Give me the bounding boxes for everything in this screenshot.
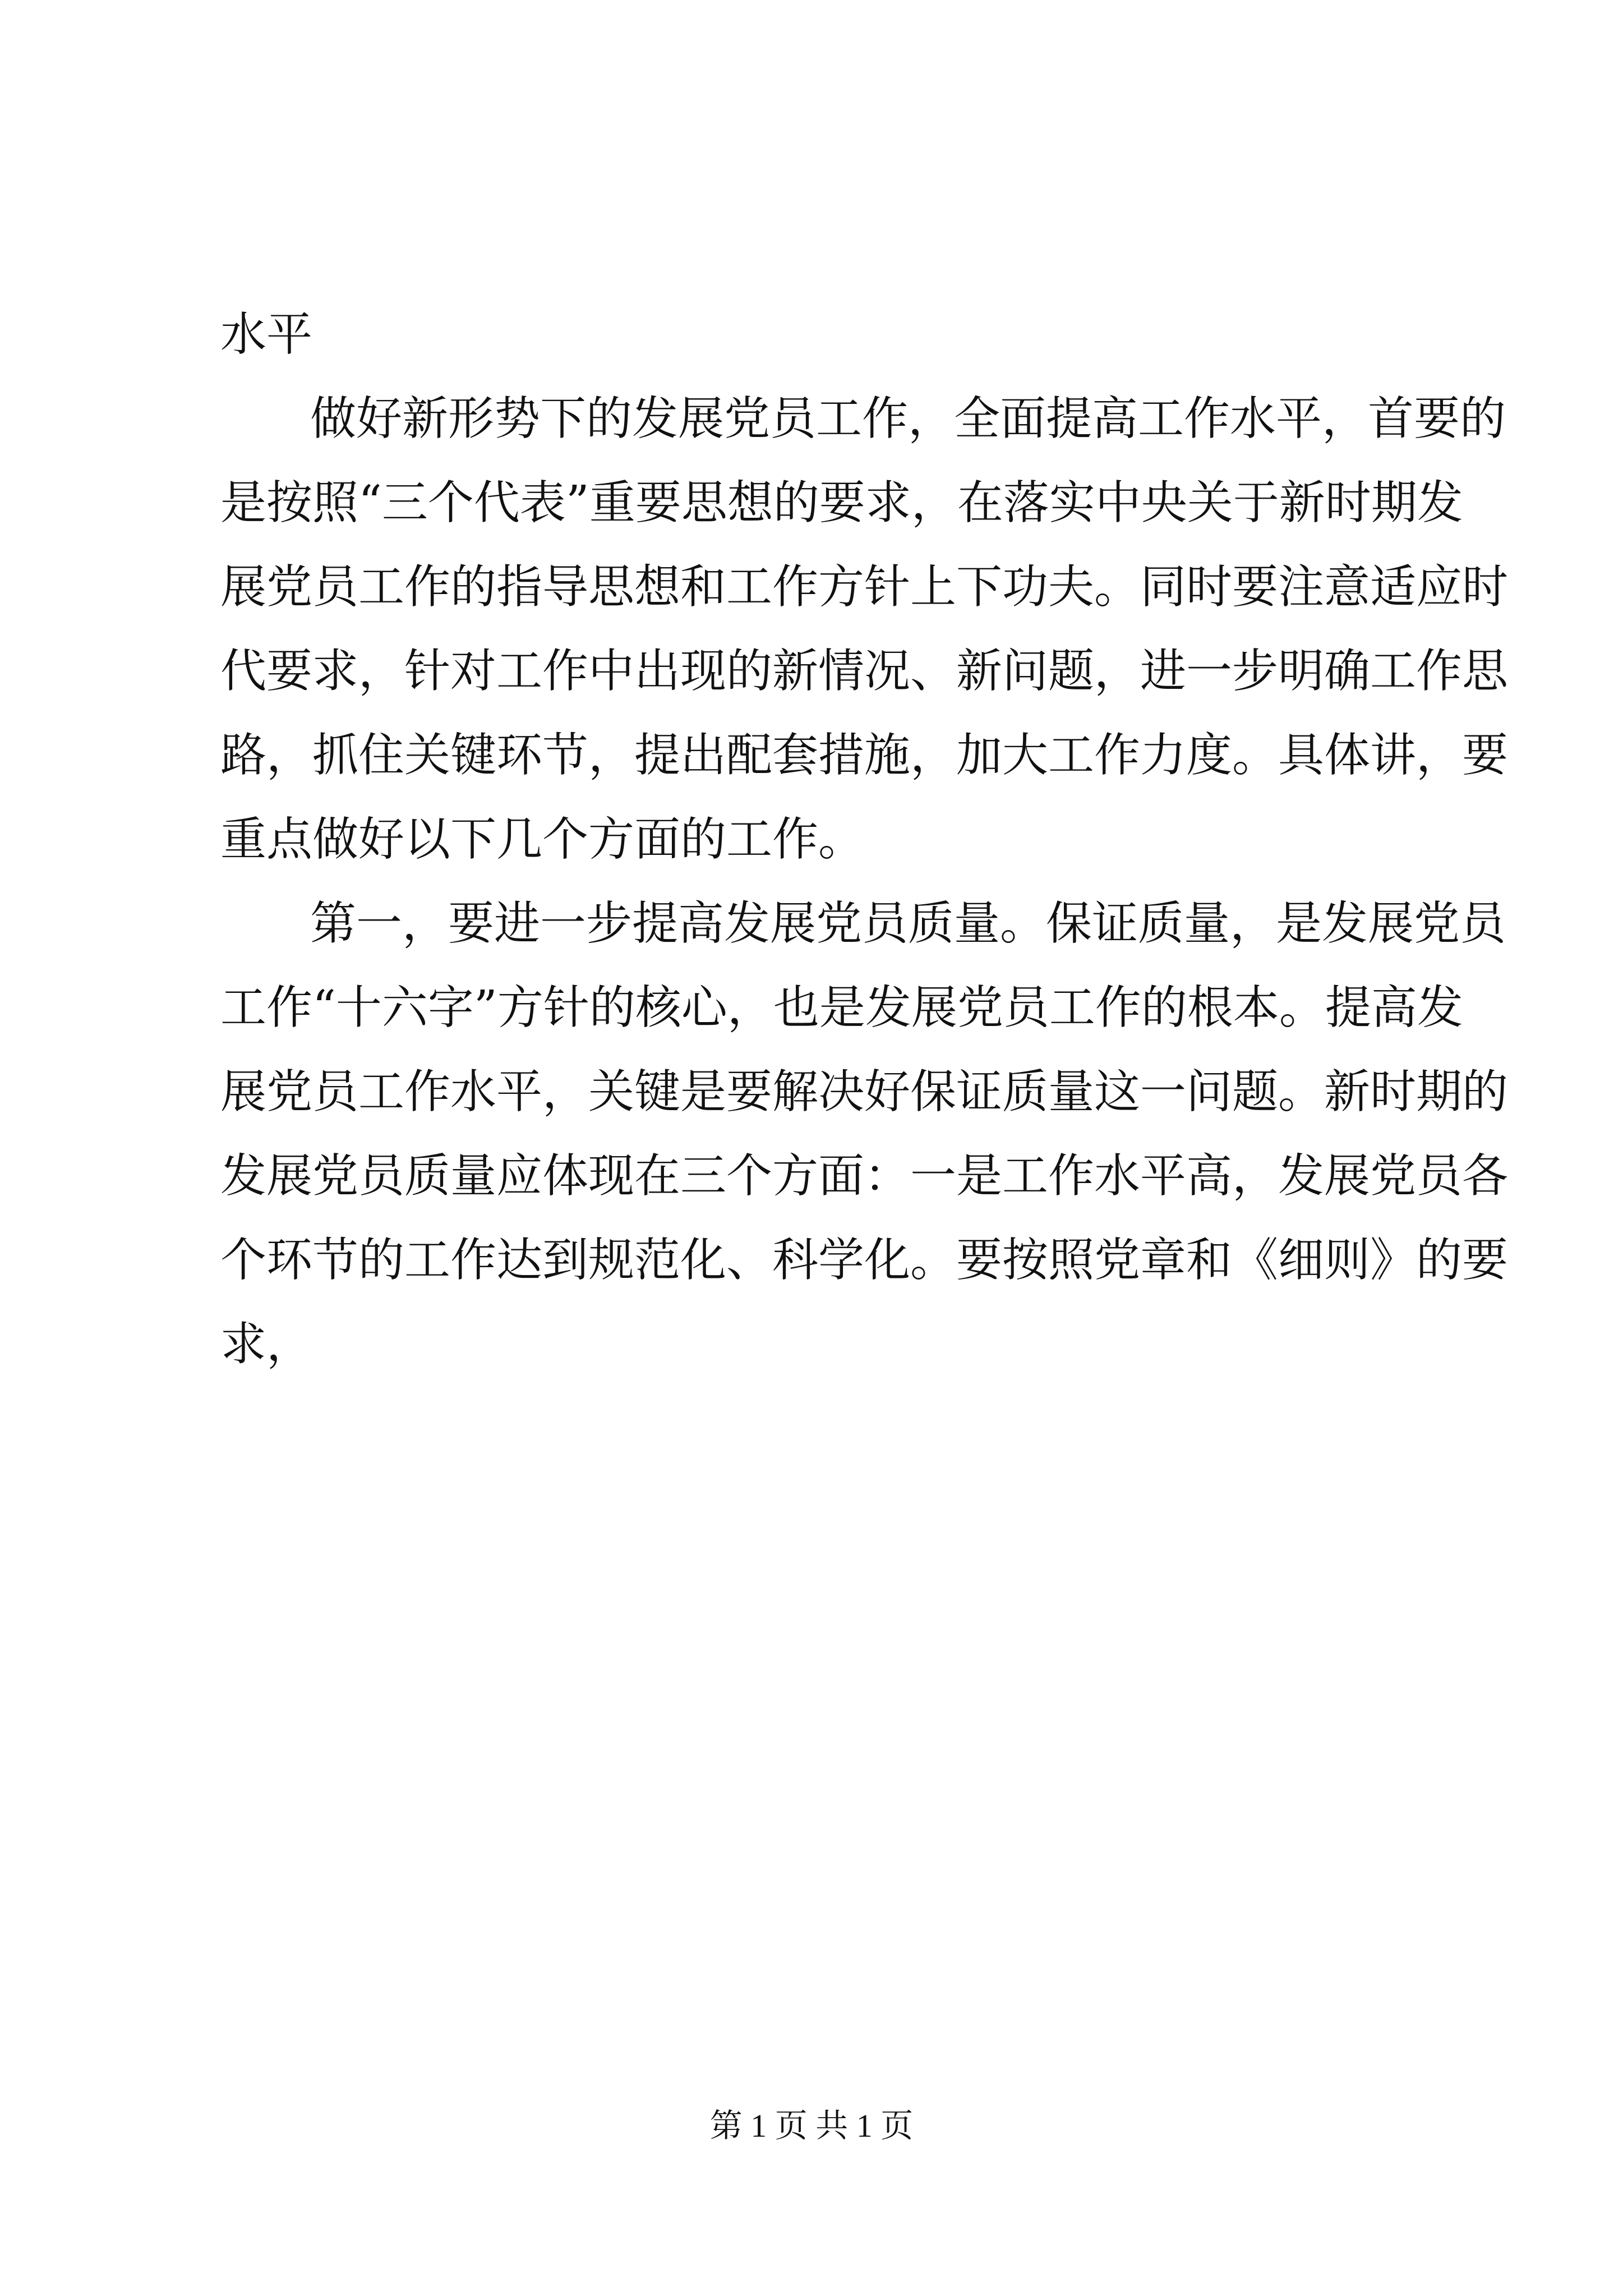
paragraph-first-line: 做好新形势下的发展党员工作，全面提高工作水平，首要的 — [310, 392, 1506, 445]
page-number-footer: 第 1 页 共 1 页 — [709, 2108, 914, 2144]
text-line: 求， — [220, 1318, 313, 1371]
text-line: 个环节的工作达到规范化、科学化。要按照党章和《细则》的要 — [220, 1234, 1509, 1287]
text-line: 代要求，针对工作中出现的新情况、新问题，进一步明确工作思 — [220, 645, 1509, 698]
paragraph-first-line: 第一，要进一步提高发展党员质量。保证质量，是发展党员 — [310, 897, 1506, 950]
text-line: 工作“十六字”方针的核心，也是发展党员工作的根本。提高发 — [220, 981, 1463, 1034]
text-line: 是按照“三个代表”重要思想的要求，在落实中央关于新时期发 — [220, 476, 1463, 530]
text-line: 发展党员质量应体现在三个方面：一是工作水平高，发展党员各 — [220, 1149, 1509, 1203]
text-line: 展党员工作的指导思想和工作方针上下功夫。同时要注意适应时 — [220, 560, 1509, 614]
text-line: 展党员工作水平，关键是要解决好保证质量这一问题。新时期的 — [220, 1065, 1509, 1119]
text-line: 水平 — [220, 308, 313, 361]
text-line: 重点做好以下几个方面的工作。 — [220, 813, 865, 866]
text-line: 路，抓住关键环节，提出配套措施，加大工作力度。具体讲，要 — [220, 729, 1509, 782]
